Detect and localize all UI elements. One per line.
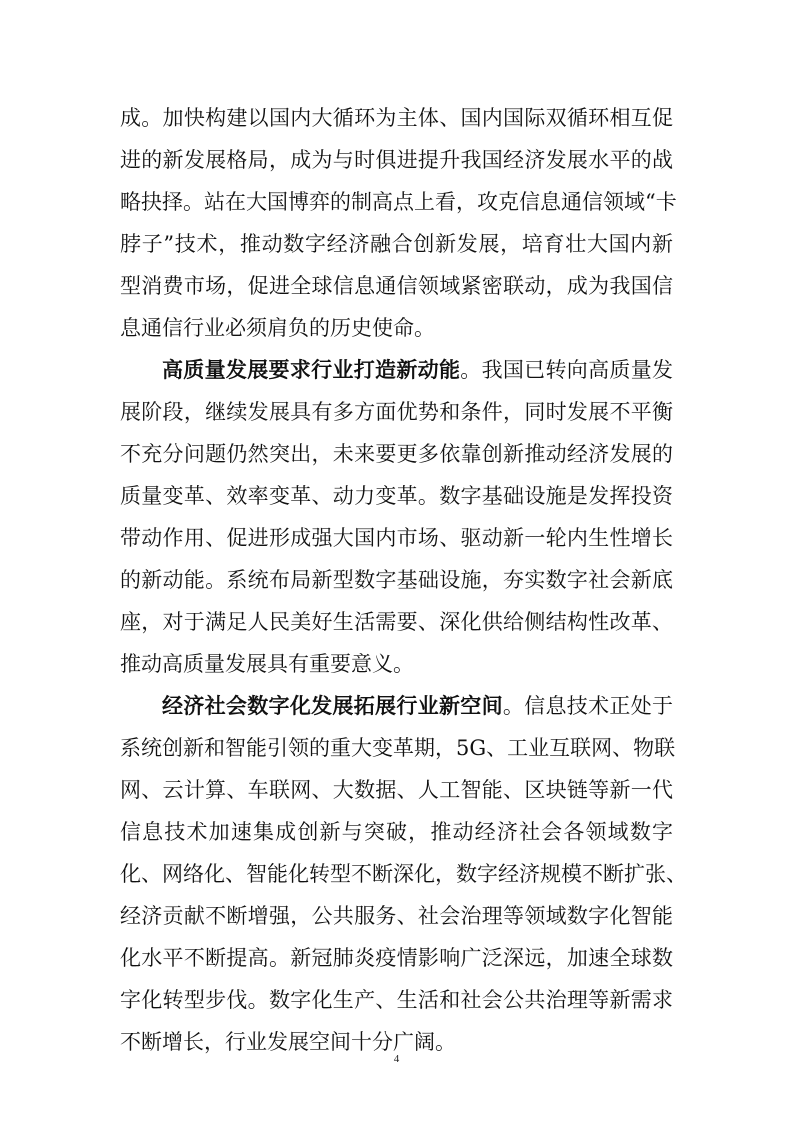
text-line: 息通信行业必须肩负的历史使命。 xyxy=(120,316,435,340)
paragraph-text: 。我国已转向高质量发 xyxy=(460,358,674,382)
text-line: 带动作用、促进形成强大国内市场、驱动新一轮内生性增长 xyxy=(120,526,673,550)
text-line: 不充分问题仍然突出，未来要更多依靠创新推动经济发展的 xyxy=(120,442,673,466)
text-line: 经济贡献不断增强，公共服务、社会治理等领域数字化智能 xyxy=(120,904,673,928)
text-line: 的新动能。系统布局新型数字基础设施，夯实数字社会新底 xyxy=(120,568,673,592)
text-line: 信息技术加速集成创新与突破，推动经济社会各领域数字 xyxy=(120,820,673,844)
text-line: 不断增长，行业发展空间十分广阔。 xyxy=(120,1030,456,1054)
paragraph-high-quality-development xyxy=(120,349,673,685)
text-line: 脖子”技术，推动数字经济融合创新发展，培育壮大国内新 xyxy=(120,232,673,256)
paragraph-text: 。信息技术正处于 xyxy=(502,694,674,718)
text-line: 推动高质量发展具有重要意义。 xyxy=(120,652,414,676)
text-line: 成。加快构建以国内大循环为主体、国内国际双循环相互促 xyxy=(120,106,673,130)
paragraph-national-strategy xyxy=(120,97,677,349)
text-line: 展阶段，继续发展具有多方面优势和条件，同时发展不平衡 xyxy=(120,400,673,424)
text-line xyxy=(120,349,673,391)
paragraph-heading: 高质量发展要求行业打造新动能 xyxy=(162,357,461,382)
text-line: 进的新发展格局，成为与时俱进提升我国经济发展水平的战 xyxy=(120,148,673,172)
text-line: 网、云计算、车联网、大数据、人工智能、区块链等新一代 xyxy=(120,778,673,802)
text-line: 字化转型步伐。数字化生产、生活和社会公共治理等新需求 xyxy=(120,988,673,1012)
text-line: 化、网络化、智能化转型不断深化，数字经济规模不断扩张、 xyxy=(120,862,687,886)
text-line: 质量变革、效率变革、动力变革。数字基础设施是发挥投资 xyxy=(120,484,673,508)
text-line: 型消费市场，促进全球信息通信领域紧密联动，成为我国信 xyxy=(120,274,673,298)
text-line: 座，对于满足人民美好生活需要、深化供给侧结构性改革、 xyxy=(120,610,673,634)
text-line xyxy=(120,685,673,727)
text-line: 略抉择。站在大国博弈的制高点上看，攻克信息通信领域“卡 xyxy=(120,190,677,214)
paragraph-heading: 经济社会数字化发展拓展行业新空间 xyxy=(162,693,503,718)
page-number: 4 xyxy=(393,1053,400,1065)
text-line: 化水平不断提高。新冠肺炎疫情影响广泛深远，加速全球数 xyxy=(120,946,673,970)
document-body xyxy=(120,97,687,1063)
text-line: 系统创新和智能引领的重大变革期，5G、工业互联网、物联 xyxy=(120,736,676,760)
paragraph-digital-transformation xyxy=(120,685,687,1063)
